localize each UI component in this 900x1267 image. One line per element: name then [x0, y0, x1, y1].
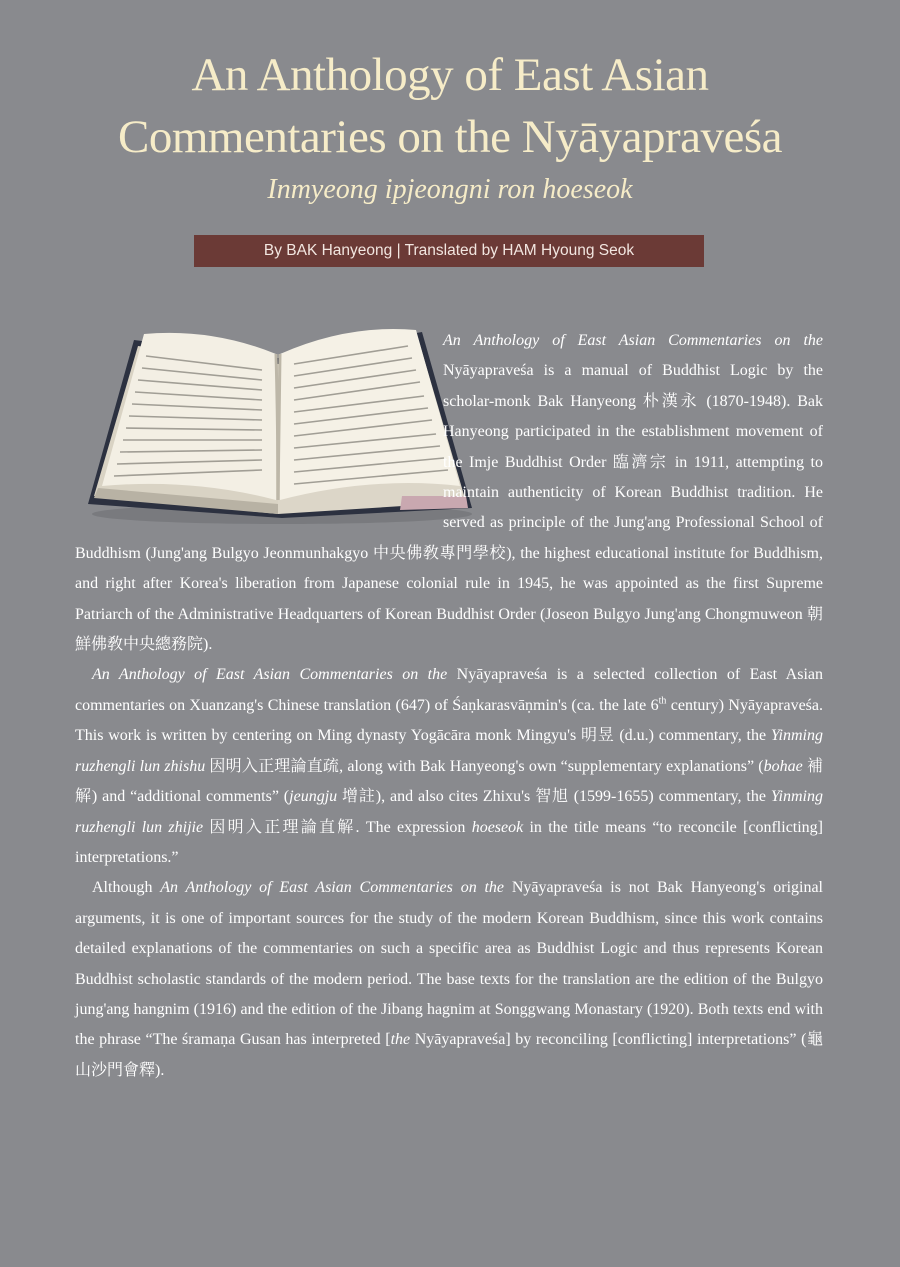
book-image-spacer	[75, 326, 443, 532]
book-title-italic: An Anthology of East Asian Commentaries on the	[443, 332, 823, 349]
paragraph-3-text: Nyāyapraveśa is not Bak Hanyeong's original arguments, it is one of important sources for the study of the modern Korean Buddhism, since this work contains detailed explanations of the commentaries on such a specific area as Buddhist Logic and thus represents Korean Buddhist scholastic standards of the modern period. The base texts for the translation are the edition of the Bulgyo jung'ang hangnim (1916) and the edition of the Jibang hagnim at Songgwang Monastary (1920). Both texts end with the phrase “The śramaṇa Gusan has interpreted [	[75, 879, 824, 1049]
paragraph-2-text: 因明入正理論直解. The expression	[203, 818, 472, 836]
paragraph-2-text: 補解) and “additional comments” (	[75, 757, 823, 806]
author-byline: By BAK Hanyeong | Translated by HAM Hyoung Seok	[194, 235, 704, 267]
paragraph-2-text: in the title means “to reconcile [conflicting] interpretations.”	[75, 818, 824, 866]
work-title-italic: Yinming ruzhengli lun zhishu	[75, 727, 823, 775]
work-title-italic: Yinming ruzhengli lun zhijie	[75, 788, 823, 836]
book-title-italic: An Anthology of East Asian Commentaries on the	[160, 879, 505, 897]
paragraph-2-text: century) Nyāyapraveśa. This work is written by centering on Ming dynasty Yogācāra monk Mingyu's 明昱 (d.u.) commentary, the	[75, 696, 824, 745]
page-title	[0, 44, 900, 168]
paragraph-2	[75, 660, 823, 873]
paragraph-3-text: Nyāyapraveśa] by reconciling [conflicting] interpretations” (龜山沙門會釋).	[75, 1031, 824, 1079]
term-italic: jeungju	[289, 788, 338, 806]
title-line-2: Commentaries on the Nyāyapraveśa	[118, 111, 782, 163]
paragraph-2-text: 因明入正理論直疏, along with Bak Hanyeong's own “supplementary explanations” (	[205, 757, 764, 775]
ordinal-superscript: th	[658, 695, 667, 707]
title-line-1: An Anthology of East Asian	[191, 49, 709, 101]
paragraph-1-text: Nyāyapraveśa is a manual of Buddhist Logic by the scholar-monk Bak Hanyeong 朴漢永 (1870-1948). Bak Hanyeong participated in the establishment movement of the Imje Buddhist Order 臨濟宗 in 1911, attempting to maintain authenticity of Korean Buddhist tradition. He served as principle of the Jung'ang Professional School of Buddhism (Jung'ang Bulgyo Jeonmunhakgyo 中央佛敎專門學校), the highest educational institute for Buddhism, and right after Korea's liberation from Japanese colonial rule in 1945, he was appointed as the first Supreme Patriarch of the Administrative Headquarters of Korean Buddhist Order (Joseon Bulgyo Jung'ang Chongmuweon 朝鮮佛敎中央總務院).	[75, 362, 823, 654]
paragraph-2-text: 增註), and also cites Zhixu's 智旭 (1599-1655) commentary, the	[337, 788, 771, 806]
term-italic: the	[390, 1031, 411, 1049]
page-subtitle: Inmyeong ipjeongni ron hoeseok	[267, 174, 633, 205]
paragraph-3	[75, 873, 823, 1086]
article-body	[75, 326, 823, 1086]
term-italic: bohae	[763, 757, 803, 775]
paragraph-3-text: Although	[92, 879, 161, 897]
paragraph-2-text: Nyāyapraveśa is a selected collection of East Asian commentaries on Xuanzang's Chinese translation (647) of Śaṇkarasvāṇmin's (ca. the late 6	[75, 666, 824, 714]
term-italic: hoeseok	[471, 818, 524, 836]
book-title-italic: An Anthology of East Asian Commentaries on the	[92, 666, 448, 684]
